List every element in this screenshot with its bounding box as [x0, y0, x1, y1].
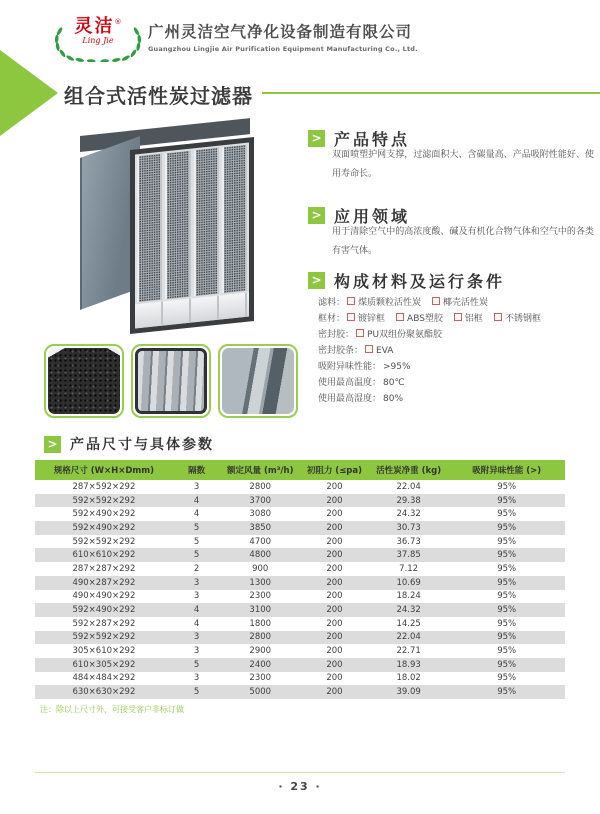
material-option: PU双组份聚氨酯胶 — [356, 330, 442, 340]
table-cell: 200 — [326, 591, 343, 602]
section-applications-body: 用于清除空气中的高浓度酸、碱及有机化合物气体和空气中的各类有害气体。 — [332, 227, 594, 256]
table-cell: 592×592×292 — [72, 632, 136, 643]
table-cell: 592×592×292 — [72, 495, 136, 506]
materials-line — [318, 311, 594, 327]
section-materials-title: 构成材料及运行条件 — [334, 272, 506, 291]
material-option: 铝框 — [454, 314, 483, 324]
footer-rule — [35, 772, 565, 773]
materials-line — [318, 359, 594, 375]
table-cell: 2 — [193, 563, 200, 574]
product-photo — [66, 124, 300, 338]
table-cell: 200 — [326, 687, 343, 698]
checkbox-icon — [396, 313, 404, 321]
table-row — [35, 548, 565, 562]
perforated-panel — [137, 154, 162, 303]
checkbox-icon — [356, 329, 364, 337]
chevron-right-icon — [308, 272, 325, 289]
table-cell: 592×592×292 — [72, 536, 136, 547]
materials-line-label: 密封胶条： — [318, 346, 364, 356]
materials-line-label: 密封胶： — [318, 330, 355, 340]
table-cell: 3700 — [249, 495, 272, 506]
table-cell: 200 — [326, 550, 343, 561]
table-cell: 592×490×292 — [72, 509, 136, 520]
table-cell: 95% — [497, 632, 517, 643]
table-cell: 5 — [193, 522, 200, 533]
checkbox-icon — [454, 313, 462, 321]
thumb-vbank-panels — [131, 344, 211, 418]
table-cell: 200 — [326, 618, 343, 629]
table-cell: 95% — [497, 536, 517, 547]
material-option: 不锈钢框 — [494, 314, 541, 324]
table-cell: 95% — [497, 563, 517, 574]
section-features-body: 双面喷塑护网支撑，过滤面积大、含碳量高、产品吸附性能好、使用寿命长。 — [332, 150, 594, 179]
table-cell: 22.04 — [396, 632, 421, 643]
table-row — [35, 658, 565, 672]
table-cell: 95% — [497, 550, 517, 561]
table-cell: 95% — [497, 509, 517, 520]
column-header: 吸附异味性能 (>) — [448, 460, 565, 480]
table-cell: 287×287×292 — [72, 563, 136, 574]
filter-front-face — [130, 137, 254, 334]
table-cell: 18.02 — [396, 673, 421, 684]
table-cell: 200 — [326, 632, 343, 643]
table-cell: 95% — [497, 591, 517, 602]
title-rule — [262, 92, 600, 94]
table-cell: 95% — [497, 687, 517, 698]
column-header: 隔数 — [173, 460, 221, 480]
chevron-right-icon — [308, 207, 325, 224]
spec-table-title: 产品尺寸与具体参数 — [70, 437, 214, 453]
table-cell: 4 — [193, 509, 200, 520]
table-cell: 5000 — [249, 687, 272, 698]
table-cell: 3080 — [249, 509, 272, 520]
section-applications-title: 应用领域 — [334, 207, 411, 226]
table-cell: 1800 — [249, 618, 272, 629]
materials-line — [318, 391, 594, 407]
table-cell: 3 — [193, 577, 200, 588]
table-cell: 3 — [193, 591, 200, 602]
table-cell: 37.85 — [396, 550, 421, 561]
table-cell: 7.12 — [399, 563, 419, 574]
table-row — [35, 562, 565, 576]
table-cell: 5 — [193, 659, 200, 670]
table-cell: 3 — [193, 481, 200, 492]
table-cell: 95% — [497, 522, 517, 533]
table-cell: 24.32 — [396, 605, 421, 616]
table-cell: 2400 — [249, 659, 272, 670]
table-cell: 200 — [326, 522, 343, 533]
v-bank-panels-photo — [135, 348, 207, 414]
table-cell: 95% — [497, 618, 517, 629]
table-row — [35, 480, 565, 494]
table-cell: 3 — [193, 646, 200, 657]
table-cell: 2800 — [249, 481, 272, 492]
table-cell: 592×490×292 — [72, 605, 136, 616]
perforated-panel — [194, 148, 219, 297]
table-cell: 4 — [193, 495, 200, 506]
table-row — [35, 576, 565, 590]
table-cell: 200 — [326, 673, 343, 684]
table-row — [35, 631, 565, 645]
table-row — [35, 603, 565, 617]
table-cell: 200 — [326, 605, 343, 616]
table-cell: 2300 — [249, 673, 272, 684]
table-cell: 200 — [326, 495, 343, 506]
materials-line — [318, 327, 594, 343]
spec-table-body — [35, 480, 565, 699]
perforated-panel — [222, 145, 247, 294]
section-features-title: 产品特点 — [334, 130, 411, 149]
table-row — [35, 521, 565, 535]
table-cell: 2300 — [249, 591, 272, 602]
chevron-right-icon — [44, 436, 61, 453]
column-header: 初阻力 (≤pa) — [300, 460, 369, 480]
table-row — [35, 494, 565, 508]
table-cell: 5 — [193, 687, 200, 698]
materials-list — [318, 295, 594, 407]
table-cell: 14.25 — [396, 618, 421, 629]
table-cell: 287×592×292 — [72, 481, 136, 492]
materials-line-label: 滤料： — [318, 298, 346, 308]
table-cell: 95% — [497, 481, 517, 492]
spec-table-header-row — [35, 460, 565, 480]
table-cell: 610×305×292 — [72, 659, 136, 670]
page-title: 组合式活性炭过滤器 — [64, 84, 253, 108]
table-cell: 18.93 — [396, 659, 421, 670]
table-cell: 29.38 — [396, 495, 421, 506]
table-cell: 5 — [193, 536, 200, 547]
table-row — [35, 590, 565, 604]
table-row — [35, 617, 565, 631]
table-cell: 22.71 — [396, 646, 421, 657]
table-cell: 95% — [497, 646, 517, 657]
table-cell: 10.69 — [396, 577, 421, 588]
checkbox-icon — [365, 345, 373, 353]
table-cell: 39.09 — [396, 687, 421, 698]
section-table-header — [44, 434, 214, 454]
table-cell: 4 — [193, 618, 200, 629]
table-cell: 592×287×292 — [72, 618, 136, 629]
table-cell: 95% — [497, 673, 517, 684]
table-cell: 200 — [326, 481, 343, 492]
table-cell: 200 — [326, 659, 343, 670]
section-materials-header — [308, 269, 505, 292]
company-name-block — [148, 20, 418, 53]
materials-line — [318, 375, 594, 391]
checkbox-icon — [432, 297, 440, 305]
table-cell: 200 — [326, 536, 343, 547]
table-cell: 3100 — [249, 605, 272, 616]
material-option: 椰壳活性炭 — [432, 298, 488, 308]
table-cell: 30.73 — [396, 522, 421, 533]
brand-logo — [50, 10, 146, 62]
table-cell: 95% — [497, 495, 517, 506]
table-cell: 3 — [193, 632, 200, 643]
table-cell: 1300 — [249, 577, 272, 588]
thumb-frame-edge — [218, 344, 298, 418]
page-number: · 23 · — [278, 780, 322, 793]
checkbox-icon — [494, 313, 502, 321]
table-cell: 22.04 — [396, 481, 421, 492]
table-cell: 24.32 — [396, 509, 421, 520]
materials-line-value: >95% — [383, 362, 411, 372]
column-header: 活性炭净重 (kg) — [369, 460, 449, 480]
filter-frame-edge-photo — [222, 348, 294, 414]
table-cell: 305×610×292 — [72, 646, 136, 657]
table-cell: 630×630×292 — [72, 687, 136, 698]
company-name-cn: 广州灵洁空气净化设备制造有限公司 — [148, 23, 413, 41]
table-row — [35, 507, 565, 521]
chevron-right-icon — [308, 130, 325, 147]
table-cell: 95% — [497, 605, 517, 616]
registered-mark-icon: ® — [114, 18, 122, 26]
column-header: 额定风量 (m³/h) — [220, 460, 300, 480]
table-row — [35, 685, 565, 699]
table-cell: 592×490×292 — [72, 522, 136, 533]
checkbox-icon — [347, 313, 355, 321]
table-cell: 2900 — [249, 646, 272, 657]
column-header: 规格尺寸 (W×H×Dmm) — [35, 460, 173, 480]
table-cell: 900 — [252, 563, 269, 574]
table-cell: 95% — [497, 577, 517, 588]
materials-line-label: 吸附异味性能： — [318, 362, 382, 372]
logo-text — [50, 12, 146, 45]
materials-line — [318, 343, 594, 359]
thumb-carbon-granules — [44, 344, 124, 418]
table-cell: 3850 — [249, 522, 272, 533]
table-cell: 490×490×292 — [72, 591, 136, 602]
table-cell: 4800 — [249, 550, 272, 561]
materials-line-label: 框材： — [318, 314, 346, 324]
table-row — [35, 672, 565, 686]
table-cell: 200 — [326, 646, 343, 657]
material-option: EVA — [365, 346, 393, 356]
table-row — [35, 644, 565, 658]
material-option: 煤质颗粒活性炭 — [347, 298, 421, 308]
table-cell: 200 — [326, 577, 343, 588]
materials-line-value: 80% — [383, 394, 404, 404]
materials-line-value: 80℃ — [383, 378, 405, 388]
material-option: ABS塑胶 — [396, 314, 443, 324]
materials-line — [318, 295, 594, 311]
table-cell: 4 — [193, 605, 200, 616]
materials-line-label: 使用最高湿度： — [318, 394, 382, 404]
table-note: 注：除以上尺寸外，可接受客户非标订做 — [40, 705, 184, 714]
logo-cn-text: 灵洁 — [74, 16, 115, 37]
table-cell: 610×610×292 — [72, 550, 136, 561]
thumbnail-row — [44, 344, 298, 418]
table-cell: 484×484×292 — [72, 673, 136, 684]
logo-script-text: Ling Jie — [82, 36, 114, 45]
table-cell: 200 — [326, 509, 343, 520]
table-cell: 3 — [193, 673, 200, 684]
table-cell: 36.73 — [396, 536, 421, 547]
green-wedge-icon — [0, 50, 58, 136]
activated-carbon-granules-photo — [48, 348, 120, 414]
table-cell: 200 — [326, 563, 343, 574]
perforated-panel — [165, 151, 190, 300]
table-cell: 4700 — [249, 536, 272, 547]
table-cell: 95% — [497, 659, 517, 670]
checkbox-icon — [347, 297, 355, 305]
table-cell: 490×287×292 — [72, 577, 136, 588]
table-row — [35, 535, 565, 549]
company-name-en: Guangzhou Lingjie Air Purification Equipment Manufacturing Co., Ltd. — [148, 45, 418, 53]
table-cell: 2800 — [249, 632, 272, 643]
spec-table — [35, 460, 565, 699]
materials-line-label: 使用最高温度： — [318, 378, 382, 388]
material-option: 镀锌框 — [347, 314, 385, 324]
table-cell: 18.24 — [396, 591, 421, 602]
table-cell: 5 — [193, 550, 200, 561]
